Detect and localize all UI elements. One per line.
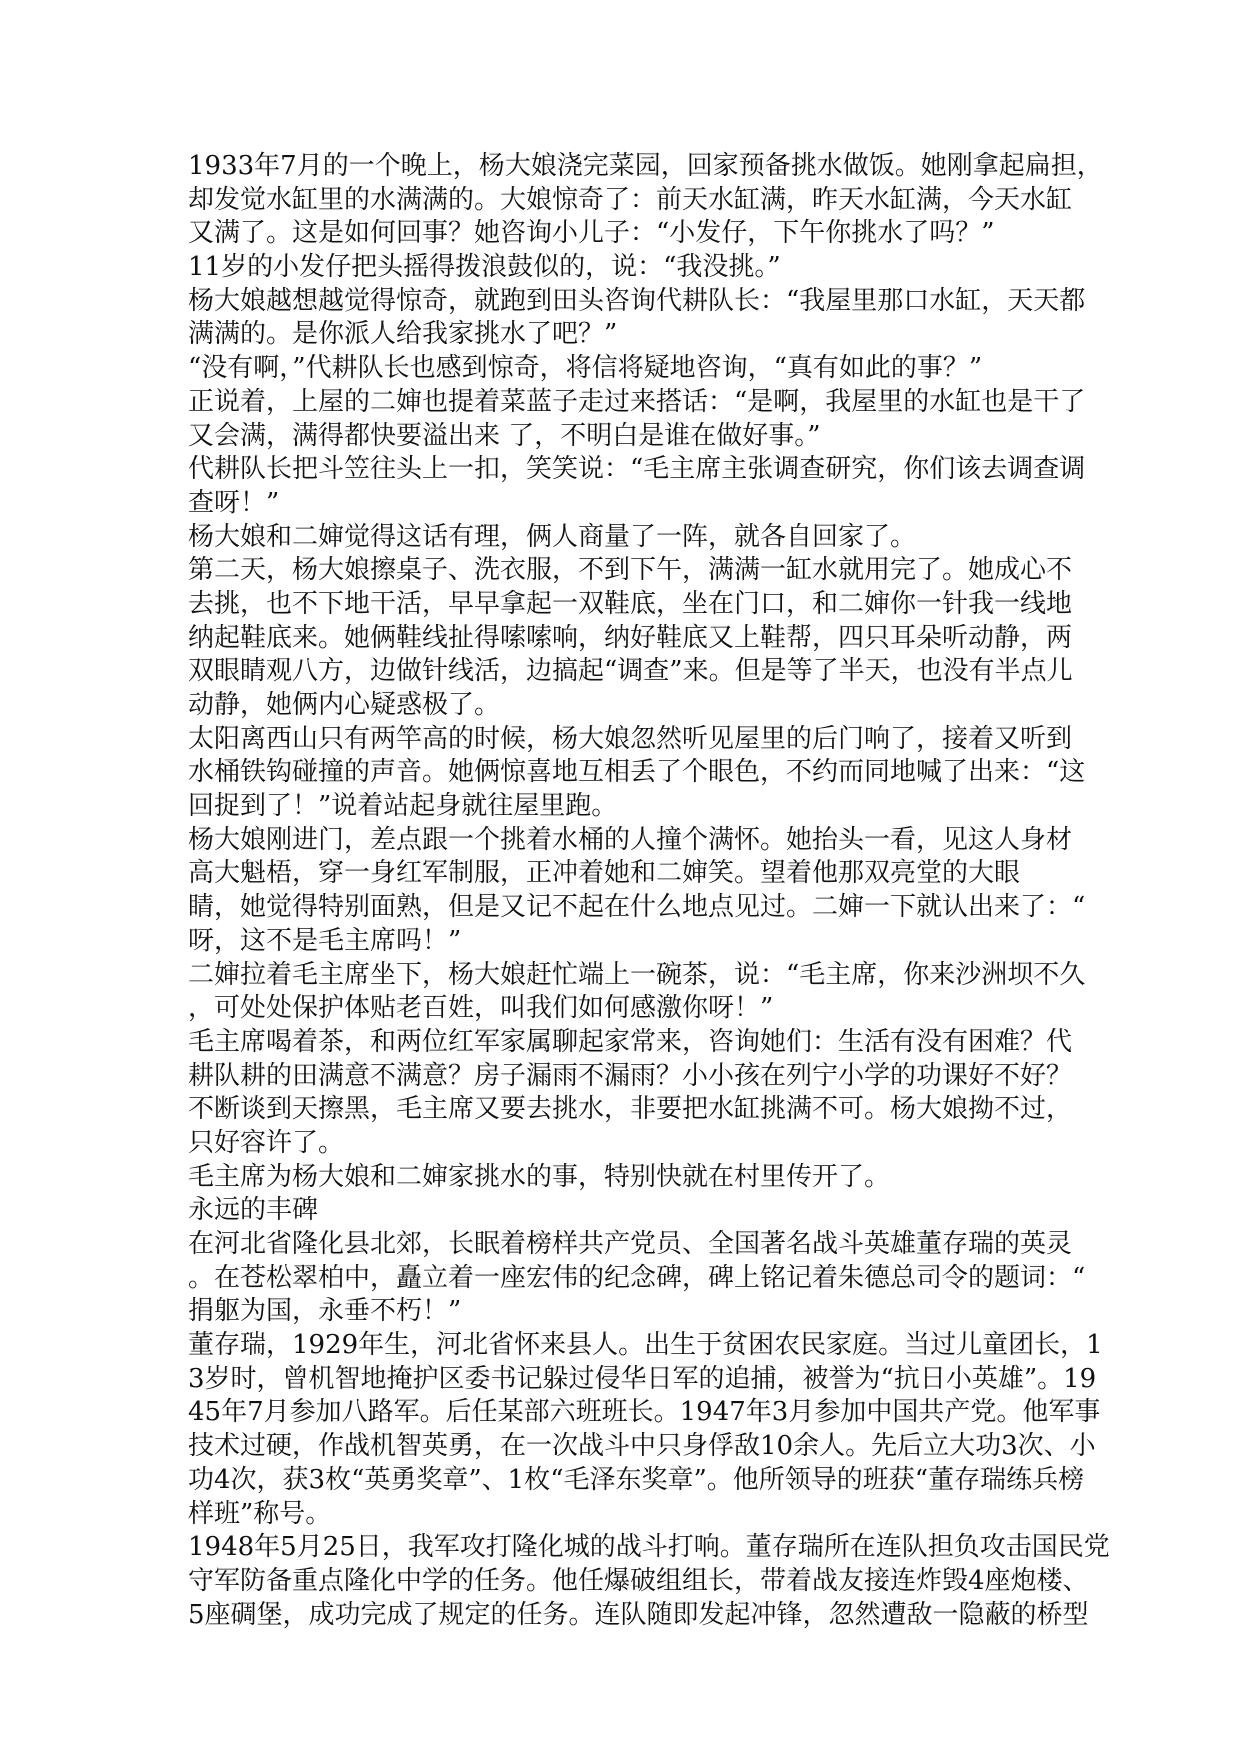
text-line: 耕队耕的田满意不满意？房子漏雨不漏雨？小小孩在列宁小学的功课好不好？ <box>188 1060 1073 1091</box>
text-line: 永远的丰碑 <box>188 1195 319 1226</box>
text-line: 双眼睛观八方，边做针线活，边搞起“调查”来。但是等了半天，也没有半点儿 <box>188 656 1073 687</box>
text-line: 11岁的小发仔把头摇得拨浪鼓似的，说：“我没挑。” <box>188 252 781 283</box>
text-line: 查呀！” <box>188 487 280 518</box>
text-line: 睛，她觉得特别面熟，但是又记不起在什么地点见过。二婶一下就认出来了：“ <box>188 892 1086 923</box>
text-line: 第二天，杨大娘擦桌子、洗衣服，不到下午，满满一缸水就用完了。她成心不 <box>188 555 1073 586</box>
text-line: 正说着，上屋的二婶也提着菜蓝子走过来搭话：“是啊，我屋里的水缸也是干了 <box>188 386 1086 417</box>
text-line: 呀，这不是毛主席吗！” <box>188 925 462 956</box>
text-line: 功4次，获3枚“英勇奖章”、1枚“毛泽东奖章”。他所领导的班获“董存瑞练兵榜 <box>188 1464 1085 1495</box>
text-line: 。在苍松翠柏中，矗立着一座宏伟的纪念碑，碑上铭记着朱德总司令的题词：“ <box>188 1262 1086 1293</box>
text-line: 守军防备重点隆化中学的任务。他任爆破组组长，带着战友接连炸毁4座炮楼、 <box>188 1565 1089 1596</box>
text-line: 杨大娘和二婶觉得这话有理，俩人商量了一阵，就各自回家了。 <box>188 521 917 552</box>
text-line: 太阳离西山只有两竿高的时候，杨大娘忽然听见屋里的后门响了，接着又听到 <box>188 723 1073 754</box>
text-line: 二婶拉着毛主席坐下，杨大娘赶忙端上一碗茶，说：“毛主席，你来沙洲坝不久 <box>188 959 1086 990</box>
text-line: 杨大娘刚进门，差点跟一个挑着水桶的人撞个满怀。她抬头一看，见这人身材 <box>188 824 1073 855</box>
text-line: 捐躯为国，永垂不朽！” <box>188 1296 462 1327</box>
text-line: 去挑，也不下地干活，早早拿起一双鞋底，坐在门口，和二婶你一针我一线地 <box>188 588 1073 619</box>
text-line: 1933年7月的一个晚上，杨大娘浇完菜园，回家预备挑水做饭。她刚拿起扁担， <box>188 151 1103 181</box>
text-line: ，可处处保护体贴老百姓，叫我们如何感激你呀！” <box>188 993 774 1024</box>
text-line: 又会满，满得都快要溢出来 了，不明白是谁在做好事。” <box>188 420 821 451</box>
text-line: 却发觉水缸里的水满满的。大娘惊奇了：前天水缸满，昨天水缸满，今天水缸 <box>188 184 1073 215</box>
text-line: 高大魁梧，穿一身红军制服，正冲着她和二婶笑。望着他那双亮堂的大眼 <box>188 858 1021 889</box>
text-line: 1948年5月25日，我军攻打隆化城的战斗打响。董存瑞所在连队担负攻击国民党 <box>188 1532 1110 1563</box>
text-line: 毛主席为杨大娘和二婶家挑水的事，特别快就在村里传开了。 <box>188 1161 891 1192</box>
text-line: 毛主席喝着茶，和两位红军家属聊起家常来，咨询她们：生活有没有困难？代 <box>188 1026 1073 1057</box>
text-line: 又满了。这是如何回事？她咨询小儿子：“小发仔，下午你挑水了吗？” <box>188 218 995 249</box>
text-line: 代耕队长把斗笠往头上一扣，笑笑说：“毛主席主张调查研究，你们该去调查调 <box>188 454 1086 485</box>
document-body <box>188 150 1110 1632</box>
text-line: 在河北省隆化县北郊，长眠着榜样共产党员、全国著名战斗英雄董存瑞的英灵 <box>188 1229 1073 1259</box>
text-line: 满满的。是你派人给我家挑水了吧？” <box>188 319 618 350</box>
text-line: 3岁时，曾机智地掩护区委书记躲过侵华日军的追捕，被誉为“抗日小英雄”。19 <box>188 1363 1097 1394</box>
text-line: 水桶铁钩碰撞的声音。她俩惊喜地互相丢了个眼色，不约而同地喊了出来：“这 <box>188 757 1086 788</box>
text-line: 45年7月参加八路军。后任某部六班班长。1947年3月参加中国共产党。他军事 <box>188 1397 1101 1428</box>
text-line: 样班”称号。 <box>188 1498 332 1529</box>
text-line: 董存瑞，1929年生，河北省怀来县人。出生于贫困农民家庭。当过儿童团长，1 <box>188 1330 1103 1361</box>
text-line: 5座碉堡，成功完成了规定的任务。连队随即发起冲锋，忽然遭敌一隐蔽的桥型 <box>188 1599 1089 1630</box>
text-line: 只好容许了。 <box>188 1127 345 1158</box>
text-line: 纳起鞋底来。她俩鞋线扯得嗦嗦响，纳好鞋底又上鞋帮，四只耳朵听动静，两 <box>188 622 1073 653</box>
text-line: 动静，她俩内心疑惑极了。 <box>188 690 501 720</box>
text-line: 杨大娘越想越觉得惊奇，就跑到田头咨询代耕队长：“我屋里那口水缸，天天都 <box>188 285 1086 316</box>
text-line: “没有啊，”代耕队长也感到惊奇，将信将疑地咨询，“真有如此的事？” <box>188 353 983 384</box>
text-line: 技术过硬，作战机智英勇，在一次战斗中只身俘敌10余人。先后立大功3次、小 <box>188 1431 1096 1462</box>
text-line: 回捉到了！”说着站起身就往屋里跑。 <box>188 791 618 822</box>
text-line: 不断谈到天擦黑，毛主席又要去挑水，非要把水缸挑满不可。杨大娘拗不过， <box>188 1094 1073 1125</box>
